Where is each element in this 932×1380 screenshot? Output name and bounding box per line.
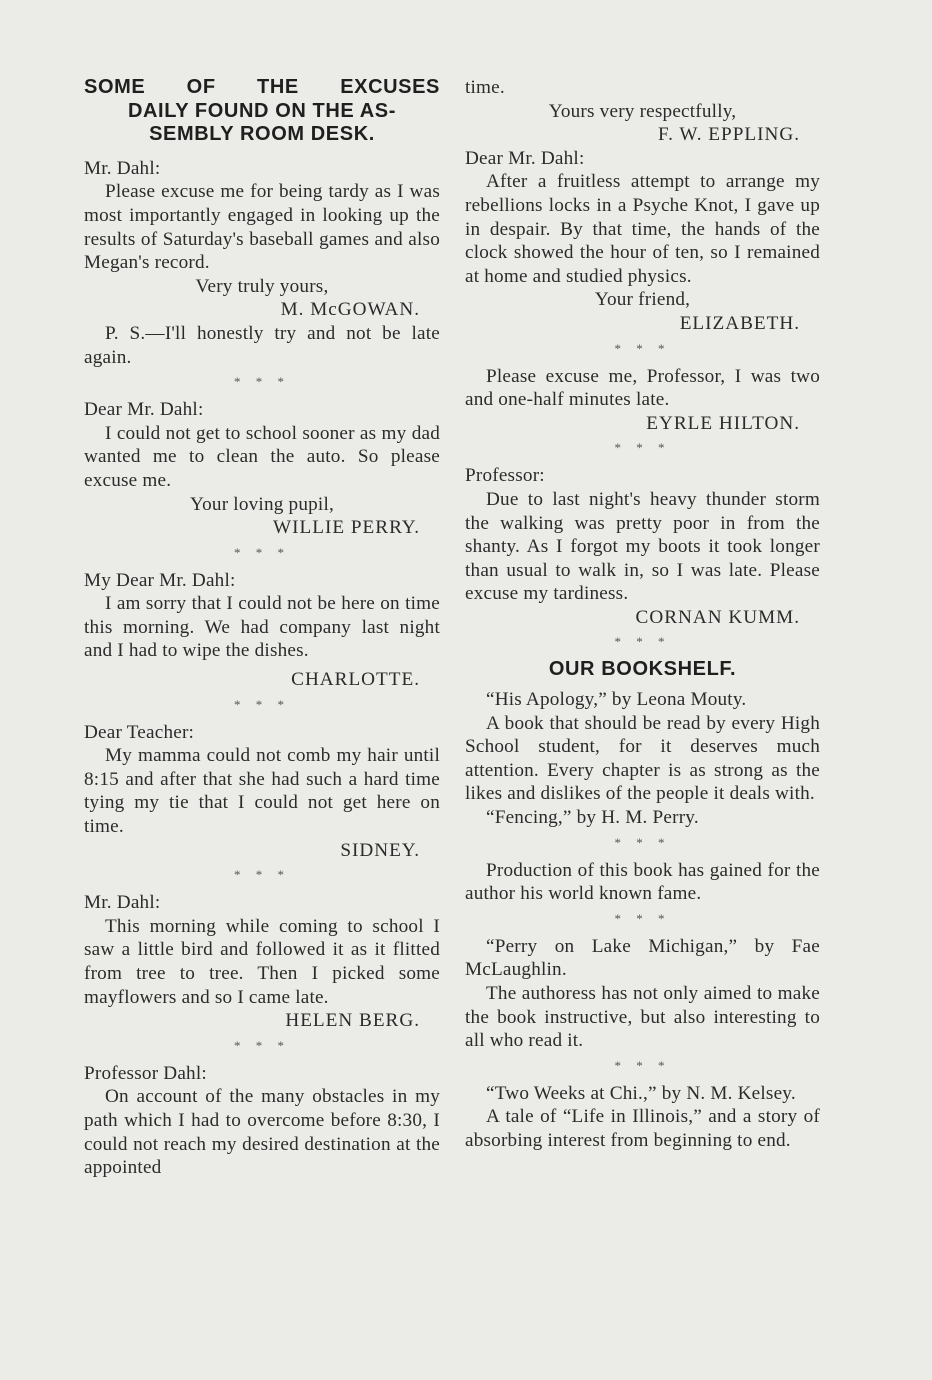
book-entry [465,688,820,806]
section-separator: * * * [614,634,671,650]
letter-signature: CORNAN KUMM. [635,606,800,628]
book-entry [465,806,820,906]
section-separator: * * * [614,440,671,456]
letter-body: Please excuse me, Professor, I was two and one-half minutes late. [465,365,820,411]
letter [465,365,820,436]
book-entry [465,935,820,1053]
letter-signature: WILLIE PERRY. [273,517,420,539]
excuses-heading [84,76,440,147]
letter-salutation: Dear Mr. Dahl: [84,399,204,421]
letter-body: Due to last night's heavy thunder storm the walking was pretty poor in from the shanty. As I forgot my boots it took longer than usual to walk in, so I was late. Please excuse my tardiness. [465,488,820,605]
letter-salutation: My Dear Mr. Dahl: [84,569,236,591]
letter [84,569,440,692]
letter-signature: HELEN BERG. [285,1010,420,1032]
letter-salutation: Professor Dahl: [84,1062,207,1084]
section-separator: * * * [234,374,290,390]
letter [84,1062,440,1180]
section-separator: * * * [234,867,290,883]
book-description: Production of this book has gained for the author his world known fame. [465,859,820,905]
letter-signature: CHARLOTTE. [291,669,420,691]
heading-line-1: SOME OF THE EXCUSES [84,76,440,98]
letter-closing: Your friend, [594,289,691,311]
letter-salutation: Mr. Dahl: [84,157,161,179]
left-column [84,76,440,1180]
book-title: “Fencing,” by H. M. Perry. [486,807,699,829]
letter [84,157,440,369]
letter [84,891,440,1033]
book-title: “Two Weeks at Chi.,” by N. M. Kelsey. [486,1082,796,1104]
book-entry [465,1082,820,1153]
letter-salutation: Dear Teacher: [84,721,195,743]
letter-body: My mamma could not comb my hair until 8:15 and after that she had such a hard time tying my tie that I could not get here on time. [84,745,440,838]
book-description: The authoress has not only aimed to make the book instructive, but also interesting to all who read it. [465,983,820,1052]
letter [84,721,440,863]
bookshelf-section [465,658,820,1152]
bookshelf-heading: OUR BOOKSHELF. [548,658,737,681]
letter-body: I am sorry that I could not be here on time this morning. We had company last night and I had to wipe the dishes. [84,593,440,662]
right-column [465,76,820,1153]
section-separator: * * * [614,340,671,356]
letter [465,464,820,629]
section-separator: * * * [234,696,290,712]
letter-body: On account of the many obstacles in my path which I had to overcome before 8:30, I could not reach my desired destination at the appointed [84,1086,440,1179]
section-separator: * * * [614,910,671,926]
book-title: “His Apology,” by Leona Mouty. [486,689,747,711]
book-title: “Perry on Lake Michigan,” by Fae McLaughlin. [465,935,820,981]
letter-signature: F. W. EPPLING. [657,124,800,146]
letter-salutation: Dear Mr. Dahl: [465,147,585,169]
letter-body: This morning while coming to school I saw a little bird and followed it as it flitted from tree to tree. Then I picked some mayflowers and so I came late. [84,915,440,1008]
heading-line-2: DAILY FOUND ON THE AS- [127,99,397,122]
letter-closing: Your loving pupil, [190,493,334,515]
letter-body: Please excuse me for being tardy as I was most importantly engaged in looking up the results of Saturday's baseball games and also Megan's record. [84,181,440,274]
section-separator: * * * [234,544,290,560]
letter-postscript: P. S.—I'll honestly try and not be late again. [84,322,440,368]
letter-body: I could not get to school sooner as my dad wanted me to clean the auto. So please excuse me. [84,422,440,491]
letter-signature: SIDNEY. [340,839,420,861]
section-separator: * * * [234,1037,290,1053]
letter-signature: ELIZABETH. [679,312,800,334]
section-separator: * * * [614,834,671,850]
letter-salutation: Professor: [465,465,545,487]
letter-signature: M. McGOWAN. [280,299,420,321]
letter-closing: Yours very respectfully, [548,100,737,122]
section-separator: * * * [614,1057,671,1073]
book-description: A tale of “Life in Illinois,” and a story of absorbing interest from beginning to end. [465,1106,820,1151]
letter-closing: Very truly yours, [195,275,329,297]
letter-continuation: time. [465,77,505,98]
letter [465,147,820,336]
letter-signature: EYRLE HILTON. [646,412,800,434]
letter-salutation: Mr. Dahl: [84,892,161,914]
book-description: A book that should be read by every High School student, for it deserves much attention. Every chapter is as strong as the likes and dislikes of the people it deals with. [465,712,820,805]
letter-body: After a fruitless attempt to arrange my rebellions locks in a Psyche Knot, I gave up in despair. By that time, the hands of the clock showed the hour of ten, so I remained at home and studied physics. [465,171,820,287]
letter [84,398,440,540]
heading-line-3: SEMBLY ROOM DESK. [149,123,375,146]
